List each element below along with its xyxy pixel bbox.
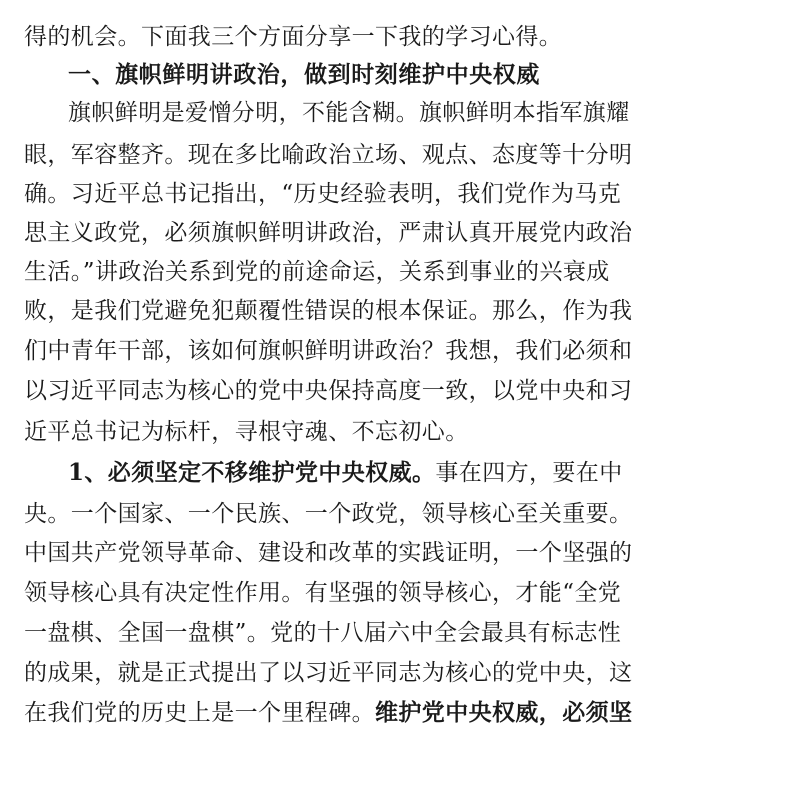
paragraph1-line: 眼，军容整齐。现在多比喻政治立场、观点、态度等十分明 [24,142,633,168]
paragraph1-line: 确。习近平总书记指出，“历史经验表明，我们党作为马克 [24,181,622,207]
paragraph2-line: 央。一个国家、一个民族、一个政党，领导核心至关重要。 [24,501,633,527]
paragraph1-line: 败，是我们党避免犯颠覆性错误的根本保证。那么，作为我 [24,298,633,324]
paragraph2-lead-bold: 1、必须坚定不移维护党中央权威。 [68,459,436,486]
paragraph2-last-bold: 维护党中央权威，必须坚 [375,699,633,726]
paragraph1-line: 以习近平同志为核心的党中央保持高度一致，以党中央和习 [24,378,633,404]
paragraph2-last-plain: 在我们党的历史上是一个里程碑。 [24,700,375,726]
paragraph1-line: 旗帜鲜明是爱憎分明，不能含糊。旗帜鲜明本指军旗耀 [68,100,630,126]
paragraph2-line: 一盘棋、全国一盘棋”。党的十八届六中全会最具有标志性 [24,620,622,646]
paragraph2-lead-rest: 事在四方，要在中 [435,460,623,486]
paragraph2-line: 领导核心具有决定性作用。有坚强的领导核心，才能“全党 [24,580,622,606]
paragraph1-line: 生活。”讲政治关系到党的前途命运，关系到事业的兴衰成 [24,259,610,285]
intro-line: 得的机会。下面我三个方面分享一下我的学习心得。 [24,24,563,50]
paragraph2-line: 中国共产党领导革命、建设和改革的实践证明，一个坚强的 [24,540,633,566]
paragraph2-line: 的成果，就是正式提出了以习近平同志为核心的党中央，这 [24,660,633,686]
paragraph1-line: 近平总书记为标杆，寻根守魂、不忘初心。 [24,419,469,445]
paragraph2-first-line [68,458,800,488]
paragraph2-last-line [24,698,800,728]
paragraph1-line: 们中青年干部，该如何旗帜鲜明讲政治？我想，我们必须和 [24,338,633,364]
section-heading: 一、旗帜鲜明讲政治，做到时刻维护中央权威 [68,62,540,88]
paragraph1-line: 思主义政党，必须旗帜鲜明讲政治，严肃认真开展党内政治 [24,220,633,246]
